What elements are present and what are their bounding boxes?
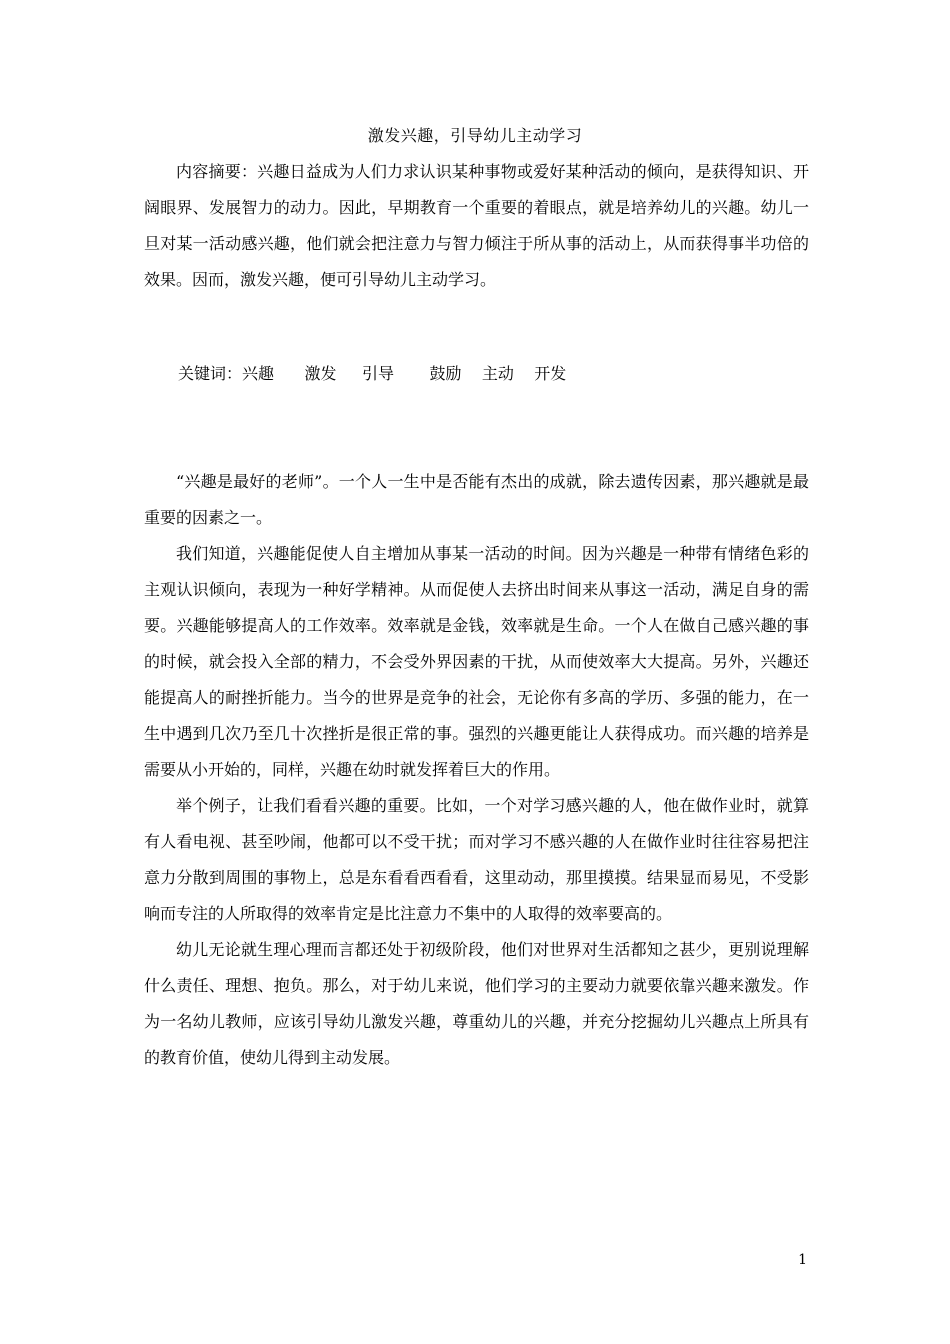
- document-title: 激发兴趣，引导幼儿主动学习: [367, 126, 583, 145]
- page-number: 1: [798, 1252, 807, 1268]
- body-paragraph-3: 举个例子，让我们看看兴趣的重要。比如，一个对学习感兴趣的人，他在做作业时，就算有人看电视、甚至吵闹，他都可以不受干扰；而对学习不感兴趣的人在做作业时往往容易把注意力分散到周围的事物上，总是东看看西看看，这里动动，那里摸摸。结果显而易见，不受影响而专注的人所取得的效率肯定是比注意力不集中的人取得的效率要高的。: [144, 796, 809, 923]
- body-paragraph-4: 幼儿无论就生理心理而言都还处于初级阶段，他们对世界对生活都知之甚少，更别说理解什么责任、理想、抱负。那么，对于幼儿来说，他们学习的主要动力就要依靠兴趣来激发。作为一名幼儿教师，应该引导幼儿激发兴趣，尊重幼儿的兴趣，并充分挖掘幼儿兴趣点上所具有的教育价值，使幼儿得到主动发展。: [144, 940, 809, 1067]
- body-section: [144, 464, 809, 1076]
- keywords-line: 关键词：兴趣 激发 引导 鼓励 主动 开发: [178, 364, 567, 383]
- abstract-paragraph: 内容摘要：兴趣日益成为人们力求认识某种事物或爱好某种活动的倾向，是获得知识、开阔眼界、发展智力的动力。因此，早期教育一个重要的着眼点，就是培养幼儿的兴趣。幼儿一旦对某一活动感兴趣，他们就会把注意力与智力倾注于所从事的活动上，从而获得事半功倍的效果。因而，激发兴趣，便可引导幼儿主动学习。: [144, 162, 809, 289]
- body-paragraph-2: 我们知道，兴趣能促使人自主增加从事某一活动的时间。因为兴趣是一种带有情绪色彩的主观认识倾向，表现为一种好学精神。从而促使人去挤出时间来从事这一活动，满足自身的需要。兴趣能够提高人的工作效率。效率就是金钱，效率就是生命。一个人在做自己感兴趣的事的时候，就会投入全部的精力，不会受外界因素的干扰，从而使效率大大提高。另外，兴趣还能提高人的耐挫折能力。当今的世界是竞争的社会，无论你有多高的学历、多强的能力，在一生中遇到几次乃至几十次挫折是很正常的事。强烈的兴趣更能让人获得成功。而兴趣的培养是需要从小开始的，同样，兴趣在幼时就发挥着巨大的作用。: [144, 544, 809, 779]
- abstract-section: [144, 154, 809, 298]
- body-paragraph-1: “兴趣是最好的老师”。一个人一生中是否能有杰出的成就，除去遗传因素，那兴趣就是最重要的因素之一。: [144, 472, 809, 527]
